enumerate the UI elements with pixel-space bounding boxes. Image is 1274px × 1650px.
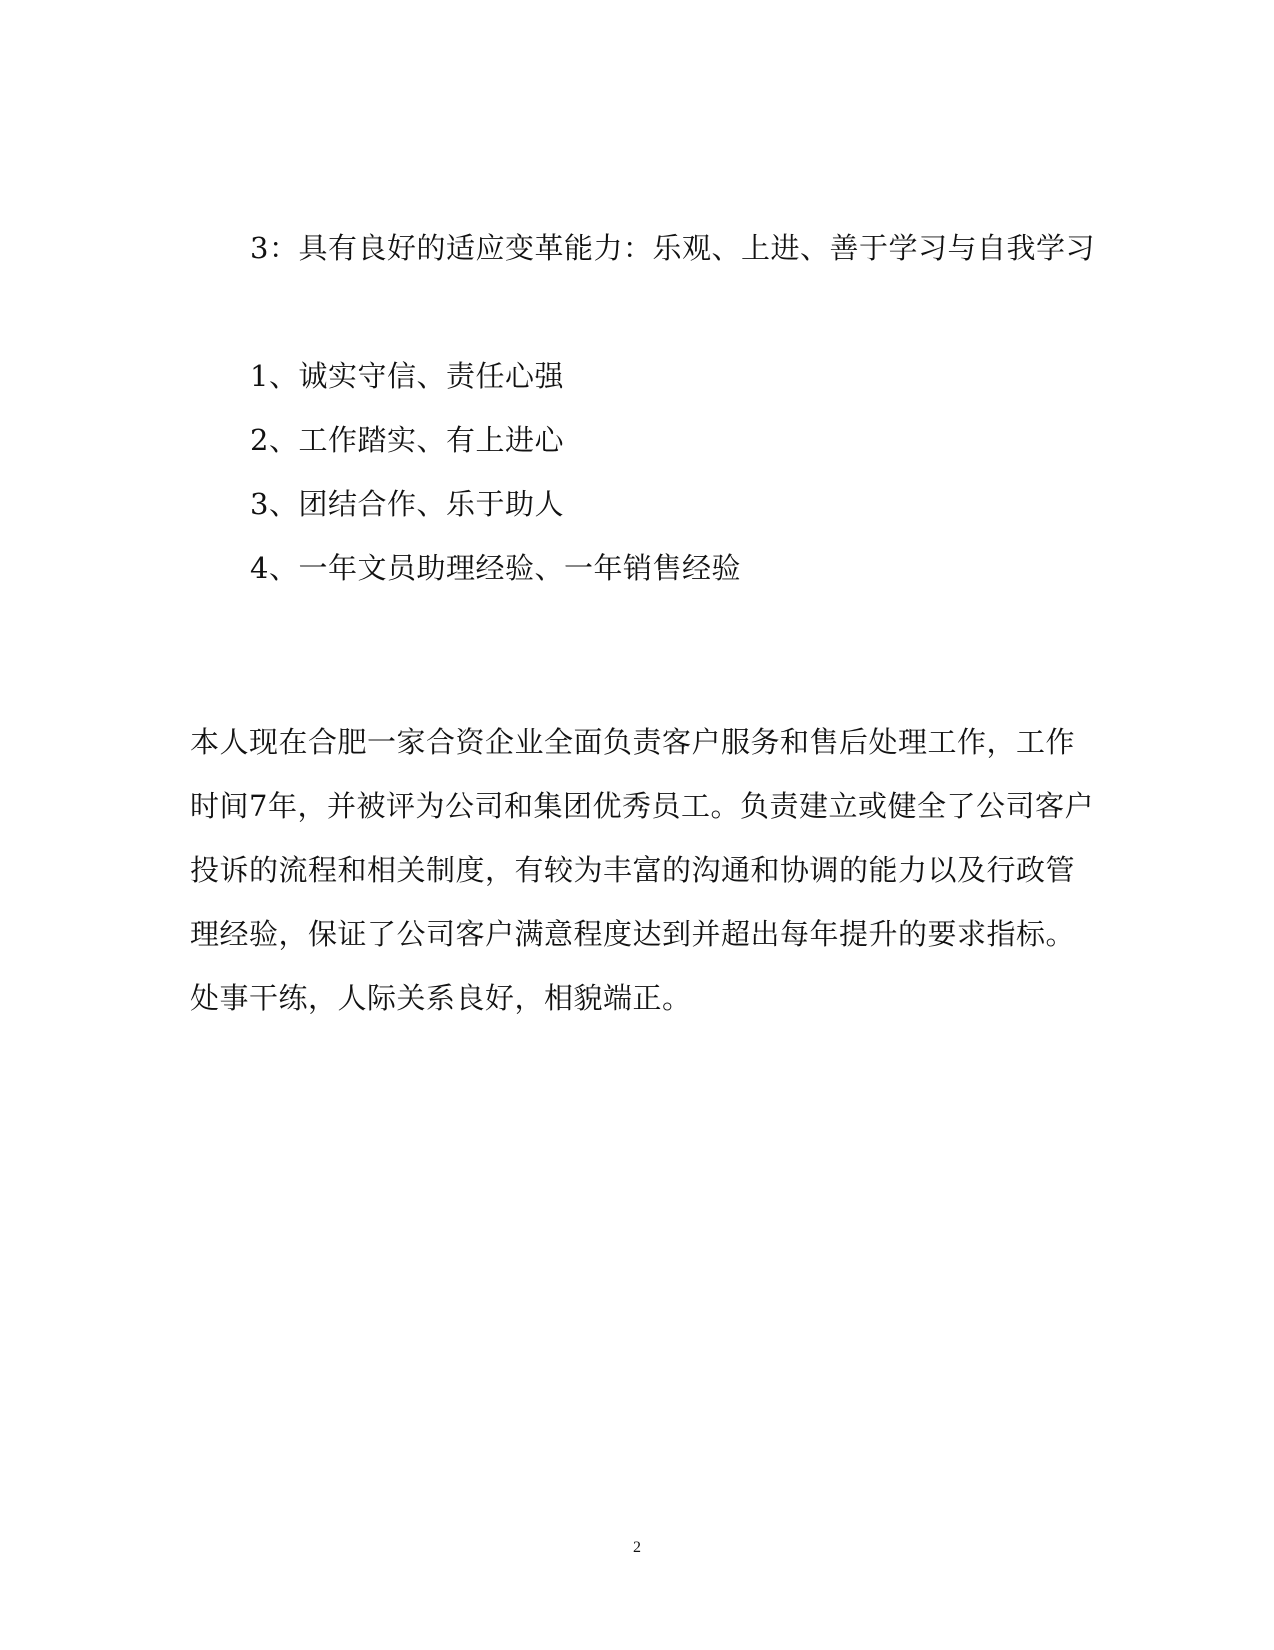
list-item: 2、工作踏实、有上进心 xyxy=(250,423,564,457)
paragraph-line: 时间7年，并被评为公司和集团优秀员工。负责建立或健全了公司客户 xyxy=(190,789,1094,823)
paragraph-line: 处事干练，人际关系良好，相貌端正。 xyxy=(190,981,692,1015)
paragraph-line: 本人现在合肥一家合资企业全面负责客户服务和售后处理工作，工作 xyxy=(190,725,1076,759)
page-number: 2 xyxy=(633,1539,641,1556)
list-item: 1、诚实守信、责任心强 xyxy=(250,359,564,393)
ability-heading-line: 3：具有良好的适应变革能力：乐观、上进、善于学习与自我学习 xyxy=(250,231,1095,265)
list-item: 4、一年文员助理经验、一年销售经验 xyxy=(250,551,741,585)
paragraph-line: 理经验，保证了公司客户满意程度达到并超出每年提升的要求指标。 xyxy=(190,917,1076,951)
paragraph-line: 投诉的流程和相关制度，有较为丰富的沟通和协调的能力以及行政管 xyxy=(190,853,1076,887)
list-item: 3、团结合作、乐于助人 xyxy=(250,487,564,521)
